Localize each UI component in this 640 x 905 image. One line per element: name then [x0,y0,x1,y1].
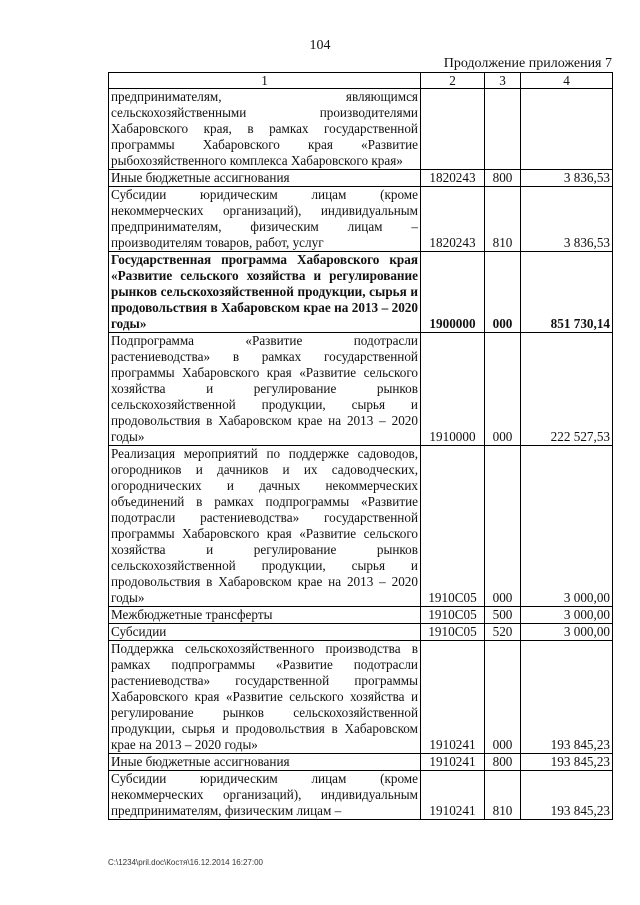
cell-name: Реализация мероприятий по поддержке садоводов, огородников и дачников и их садоводческих, огороднических и дачных некоммерческих объединений в рамках подпрограммы «Развитие подотрасли растениеводства» государственной программы Хабаровского края «Развитие сельского хозяйства и регулирование рынков сельскохозяйственной продукции, сырья и продовольствия в Хабаровском крае на 2013 – 2020 годы» [109,446,421,607]
cell-name: Иные бюджетные ассигнования [109,754,421,771]
column-header-kind: 3 [485,73,521,89]
table-row [109,333,613,446]
cell-code: 1900000 [421,252,485,333]
document-footer-path: C:\1234\pril.doc\Костя\16.12.2014 16:27:00 [108,858,263,867]
cell-amount: 3 000,00 [521,624,613,641]
table-row [109,771,613,820]
table-row [109,89,613,170]
column-header-code: 2 [421,73,485,89]
cell-kind: 000 [485,641,521,754]
appendix-continuation-label: Продолжение приложения 7 [443,56,612,71]
column-header-name: 1 [109,73,421,89]
cell-kind: 810 [485,771,521,820]
cell-amount: 193 845,23 [521,641,613,754]
column-header-amount: 4 [521,73,613,89]
cell-amount [521,89,613,170]
cell-code: 1820243 [421,187,485,252]
table-row [109,641,613,754]
page-number: 104 [309,38,331,53]
cell-name: Субсидии [109,624,421,641]
cell-name: Подпрограмма «Развитие подотрасли растениеводства» в рамках государственной программы Хабаровского края «Развитие сельского хозяйства и регулирование рынков сельскохозяйственной продукции, сырья и продовольствия в Хабаровском крае на 2013 – 2020 годы» [109,333,421,446]
cell-name: Поддержка сельскохозяйственного производства в рамках подпрограммы «Развитие подотрасли растениеводства» государственной программы Хабаровского края «Развитие сельского хозяйства и регулирование рынков сельскохозяйственной продукции, сырья и продовольствия в Хабаровском крае на 2013 – 2020 годы» [109,641,421,754]
cell-code: 1910000 [421,333,485,446]
cell-code: 1910241 [421,771,485,820]
cell-name: Субсидии юридическим лицам (кроме некоммерческих организаций), индивидуальным предпринимателям, физическим лицам – производителям товаров, работ, услуг [109,187,421,252]
cell-amount: 851 730,14 [521,252,613,333]
table-row [109,252,613,333]
cell-code: 1910С05 [421,624,485,641]
cell-code: 1910241 [421,641,485,754]
cell-name: Государственная программа Хабаровского края «Развитие сельского хозяйства и регулирование рынков сельскохозяйственной продукции, сырья и продовольствия в Хабаровском крае на 2013 – 2020 годы» [109,252,421,333]
table-row [109,446,613,607]
cell-code: 1910241 [421,754,485,771]
cell-amount: 222 527,53 [521,333,613,446]
cell-kind: 500 [485,607,521,624]
cell-amount: 193 845,23 [521,754,613,771]
cell-amount: 3 000,00 [521,446,613,607]
cell-kind [485,89,521,170]
cell-amount: 3 836,53 [521,187,613,252]
cell-amount: 3 836,53 [521,170,613,187]
cell-kind: 520 [485,624,521,641]
cell-code: 1910С05 [421,607,485,624]
cell-kind: 000 [485,446,521,607]
cell-name: Межбюджетные трансферты [109,607,421,624]
table-row [109,170,613,187]
cell-amount: 3 000,00 [521,607,613,624]
cell-code [421,89,485,170]
table-row [109,624,613,641]
cell-name: предпринимателям, являющимся сельскохозяйственными производителями Хабаровского края, в рамках государственной программы Хабаровского края «Развитие рыбохозяйственного комплекса Хабаровского края» [109,89,421,170]
cell-kind: 810 [485,187,521,252]
cell-amount: 193 845,23 [521,771,613,820]
cell-name: Субсидии юридическим лицам (кроме некоммерческих организаций), индивидуальным предпринимателям, физическим лицам – [109,771,421,820]
table-row [109,607,613,624]
cell-kind: 000 [485,252,521,333]
cell-code: 1910С05 [421,446,485,607]
cell-code: 1820243 [421,170,485,187]
table-row [109,187,613,252]
table-header-row [109,73,613,89]
table-row [109,754,613,771]
table-body [109,89,613,820]
cell-kind: 000 [485,333,521,446]
budget-table [108,72,613,820]
cell-kind: 800 [485,754,521,771]
cell-name: Иные бюджетные ассигнования [109,170,421,187]
cell-kind: 800 [485,170,521,187]
